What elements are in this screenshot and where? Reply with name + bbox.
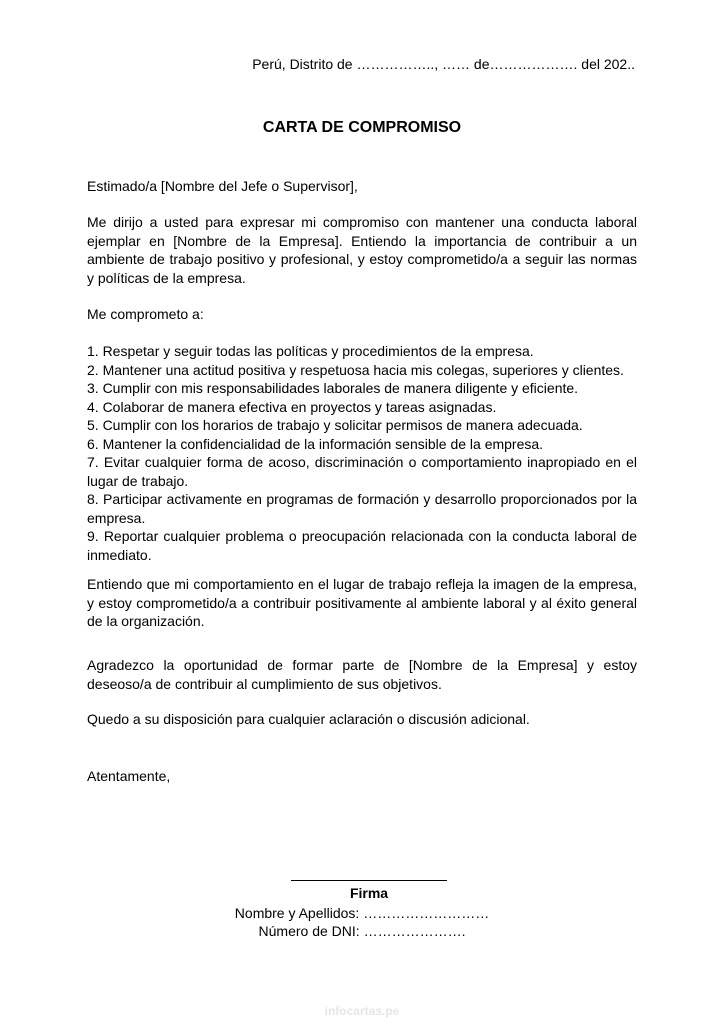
commitment-item: 7. Evitar cualquier forma de acoso, discriminación o comportamiento inapropiado en el lugar de trabajo. [87, 454, 637, 489]
commitment-lead [87, 305, 637, 324]
greeting [87, 177, 637, 196]
commitment-item: 8. Participar activamente en programas de formación y desarrollo proporcionados por la empresa. [87, 491, 637, 526]
closing-paragraph-2 [87, 656, 637, 693]
commitment-list [87, 342, 637, 564]
intro-paragraph [87, 213, 637, 287]
commitment-lead-text: Me comprometo a: [87, 306, 204, 322]
signature-name-line: Nombre y Apellidos: ……………………… [234, 905, 490, 921]
closing-text: Entiendo que mi comportamiento en el lugar de trabajo refleja la imagen de la empresa, y estoy comprometido/a a contribuir positivamente al ambiente laboral y al éxito general de la organización. [87, 576, 637, 629]
commitment-item: 9. Reportar cualquier problema o preocupación relacionada con la conducta laboral de inmediato. [87, 528, 637, 563]
watermark: infocartas.pe [324, 1004, 400, 1018]
closing-paragraph-3 [87, 710, 637, 729]
closing-paragraph-1 [87, 575, 637, 631]
commitment-item: 3. Cumplir con mis responsabilidades laborales de manera diligente y eficiente. [87, 380, 579, 396]
commitment-item: 5. Cumplir con los horarios de trabajo y solicitar permisos de manera adecuada. [87, 417, 583, 433]
signature-line [291, 880, 447, 881]
commitment-item: 1. Respetar y seguir todas las políticas y procedimientos de la empresa. [87, 343, 534, 359]
commitment-item: 2. Mantener una actitud positiva y respetuosa hacia mis colegas, superiores y clientes. [87, 361, 624, 378]
signature-dni-line: Número de DNI: …………………. [258, 923, 466, 939]
commitment-item: 6. Mantener la confidencialidad de la información sensible de la empresa. [87, 435, 544, 452]
intro-text: Me dirijo a usted para expresar mi compromiso con mantener una conducta laboral ejemplar en [Nombre de la Empresa]. Entiendo la importancia de contribuir a un ambiente de trabajo positivo y profesional, y estoy comprometido/a a seguir las normas y políticas de la empresa. [87, 214, 637, 286]
farewell-text: Atentamente, [87, 768, 171, 784]
closing-text: Quedo a su disposición para cualquier aclaración o discusión adicional. [87, 711, 530, 727]
commitment-item: 4. Colaborar de manera efectiva en proyectos y tareas asignadas. [87, 398, 497, 415]
letter-title: CARTA DE COMPROMISO [262, 119, 462, 136]
closing-text: Agradezco la oportunidad de formar parte de [Nombre de la Empresa] y estoy deseoso/a de contribuir al cumplimiento de sus objetivos. [87, 657, 637, 692]
date-line: Perú, Distrito de …………….., …… de………………. del 202.. [252, 56, 635, 72]
signature-label: Firma [349, 885, 389, 901]
farewell [87, 767, 637, 786]
greeting-text: Estimado/a [Nombre del Jefe o Supervisor], [87, 178, 358, 194]
